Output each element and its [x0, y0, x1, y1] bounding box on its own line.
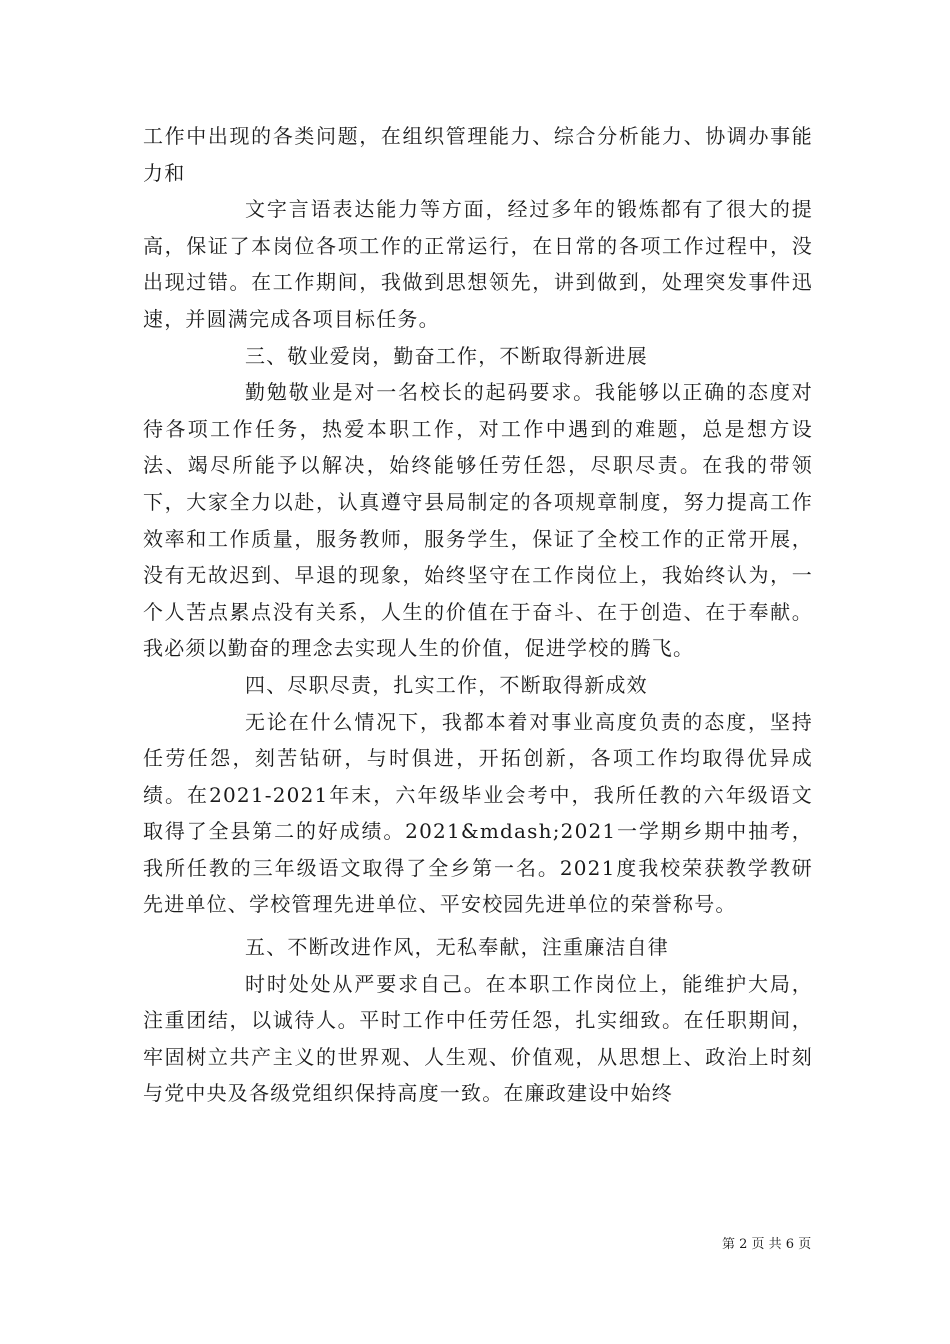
paragraph-expression-ability: 文字言语表达能力等方面，经过多年的锻炼都有了很大的提高，保证了本岗位各项工作的正常运行，在日常的各项工作过程中，没出现过错。在工作期间，我做到思想领先，讲到做到，处理突发事件迅速，并圆满完成各项目标任务。: [143, 197, 813, 331]
section-heading-three: 三、敬业爱岗，勤奋工作，不断取得新进展: [245, 343, 648, 368]
document-body: [143, 118, 813, 1112]
paragraph-achievements: 无论在什么情况下，我都本着对事业高度负责的态度，坚持任劳任怨，刻苦钻研，与时俱进，开拓创新，各项工作均取得优异成绩。在2021-2021年末，六年级毕业会考中，我所任教的六年级语文取得了全县第二的好成绩。2021&mdash;2021一学期乡期中抽考，我所任教的三年级语文取得了全乡第一名。2021度我校荣获教学教研先进单位、学校管理先进单位、平安校园先进单位的荣誉称号。: [143, 709, 813, 917]
section-heading-five: 五、不断改进作风，无私奉献，注重廉洁自律: [245, 935, 669, 960]
paragraph-continuation: 工作中出现的各类问题，在组织管理能力、综合分析能力、协调办事能力和: [143, 124, 813, 185]
page-number-footer: 第 2 页 共 6 页: [722, 1237, 812, 1252]
paragraph-dedication: 勤勉敬业是对一名校长的起码要求。我能够以正确的态度对待各项工作任务，热爱本职工作，对工作中遇到的难题，总是想方设法、竭尽所能予以解决，始终能够任劳任怨，尽职尽责。在我的带领下，大家全力以赴，认真遵守县局制定的各项规章制度，努力提高工作效率和工作质量，服务教师，服务学生，保证了全校工作的正常开展，没有无故迟到、早退的现象，始终坚守在工作岗位上，我始终认为，一个人苦点累点没有关系，人生的价值在于奋斗、在于创造、在于奉献。我必须以勤奋的理念去实现人生的价值，促进学校的腾飞。: [143, 380, 813, 661]
section-heading-four: 四、尽职尽责，扎实工作，不断取得新成效: [245, 672, 648, 697]
paragraph-self-discipline: 时时处处从严要求自己。在本职工作岗位上，能维护大局，注重团结，以诚待人。平时工作中任劳任怨，扎实细致。在任职期间，牢固树立共产主义的世界观、人生观、价值观，从思想上、政治上时刻与党中央及各级党组织保持高度一致。在廉政建设中始终: [143, 971, 813, 1106]
